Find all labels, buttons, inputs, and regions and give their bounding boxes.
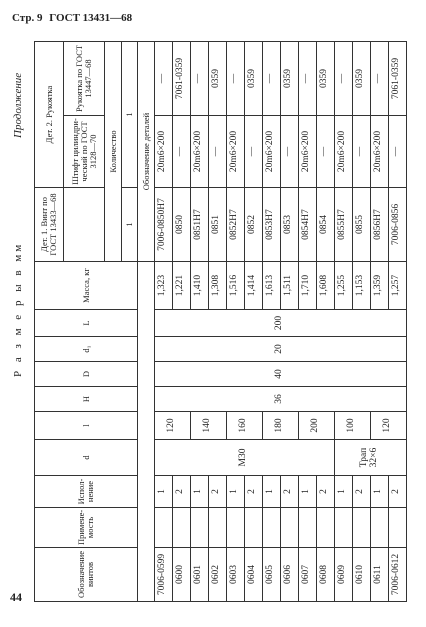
cell-d: Трап 32×6 [334,440,406,476]
cell-L: 200 [154,310,406,337]
cell-execution: 1 [298,476,316,508]
cell-handle: 0359 [316,41,334,115]
cell-screw: 0855 [352,188,370,262]
cell-handle: 0359 [352,41,370,115]
cell-l: 200 [298,412,334,440]
cell-designation: 0602 [208,548,226,602]
det1-spacer [63,188,104,262]
page-number: 44 [10,590,22,604]
cell-pin: 20m6×200 [298,116,316,188]
qty-handle: 1 [121,41,138,187]
cell-applicability [226,508,244,548]
col-applicability: Примене-мость [35,508,138,548]
cell-designation: 0603 [226,548,244,602]
cell-l: 140 [190,412,226,440]
cell-mass: 1,410 [190,262,208,310]
cell-mass: 1,710 [298,262,316,310]
cell-screw: 0856Н7 [370,188,388,262]
cell-applicability [352,508,370,548]
cell-handle: — [298,41,316,115]
cell-applicability [388,508,406,548]
table-row [154,41,172,601]
col-quantity: Количество [105,41,122,261]
cell-handle: 7061-0359 [388,41,406,115]
cell-handle: 0359 [244,41,262,115]
cell-screw: 7006-0856 [388,188,406,262]
cell-l: 160 [226,412,262,440]
cell-designation: 0606 [280,548,298,602]
cell-execution: 1 [370,476,388,508]
cell-screw: 0853 [280,188,298,262]
cell-l: 100 [334,412,370,440]
cell-handle: 7061-0359 [172,41,190,115]
cell-applicability [316,508,334,548]
cell-mass: 1,511 [280,262,298,310]
cell-pin: 20m6×200 [334,116,352,188]
cell-execution: 2 [280,476,298,508]
cell-pin: 20m6×200 [190,116,208,188]
standard-label: ГОСТ 13431—68 [49,12,133,24]
col-execution: Испол-нение [35,476,138,508]
cell-designation: 0610 [352,548,370,602]
cell-execution: 1 [190,476,208,508]
cell-mass: 1,323 [154,262,172,310]
cell-mass: 1,308 [208,262,226,310]
cell-handle: — [154,41,172,115]
cell-handle: — [370,41,388,115]
header-row-1 [35,41,64,601]
col-parts-designation: Обозначение деталей [138,41,155,261]
cell-screw: 0854Н7 [298,188,316,262]
cell-mass: 1,255 [334,262,352,310]
cell-mass: 1,153 [352,262,370,310]
cell-designation: 0609 [334,548,352,602]
cell-designation: 0600 [172,548,190,602]
cell-l: 180 [262,412,298,440]
cell-handle: — [262,41,280,115]
cell-applicability [208,508,226,548]
cell-designation: 7006-0612 [388,548,406,602]
cell-applicability [334,508,352,548]
cell-applicability [280,508,298,548]
cell-pin: — [244,116,262,188]
rotated-table-area [12,42,412,602]
cell-designation: 0608 [316,548,334,602]
cell-pin: — [280,116,298,188]
cell-execution: 1 [334,476,352,508]
cell-pin: — [208,116,226,188]
cell-pin: 20m6×200 [370,116,388,188]
cell-execution: 2 [244,476,262,508]
cell-designation: 0604 [244,548,262,602]
cell-screw: 0850 [172,188,190,262]
cell-execution: 1 [226,476,244,508]
cell-d: М30 [154,440,334,476]
cell-screw: 0852Н7 [226,188,244,262]
cell-screw: 7006-0850Н7 [154,188,172,262]
cell-handle: — [190,41,208,115]
cell-pin: — [352,116,370,188]
col-pin: Штифт цилиндри-ческий по ГОСТ 3128—70 [63,116,104,188]
col-d1: d₁ [35,337,138,362]
cell-mass: 1,516 [226,262,244,310]
header-row-parts [138,41,155,601]
cell-applicability [244,508,262,548]
cell-mass: 1,608 [316,262,334,310]
cell-mass: 1,613 [262,262,280,310]
col-mass: Масса, кг [35,262,138,310]
specification-table [34,41,407,602]
cell-pin: — [388,116,406,188]
cell-D: 40 [154,362,406,387]
cell-execution: 2 [172,476,190,508]
cell-execution: 1 [154,476,172,508]
cell-mass: 1,414 [244,262,262,310]
cell-execution: 2 [388,476,406,508]
cell-l: 120 [370,412,406,440]
col-designation: Обозначение винтов [35,548,138,602]
cell-screw: 0853Н7 [262,188,280,262]
cell-designation: 7006-0599 [154,548,172,602]
page-label: Стр. 9 [12,12,43,24]
cell-pin: 20m6×200 [262,116,280,188]
cell-handle: — [334,41,352,115]
page-header [12,12,136,24]
cell-pin: 20m6×200 [154,116,172,188]
dimensions-title: Р а з м е р ы в мм [12,241,24,377]
cell-handle: 0359 [208,41,226,115]
col-dd: D [35,362,138,387]
cell-mass: 1,257 [388,262,406,310]
continuation-label: Продолжение [12,72,24,138]
cell-mass: 1,221 [172,262,190,310]
cell-screw: 0852 [244,188,262,262]
col-ll: L [35,310,138,337]
cell-applicability [172,508,190,548]
cell-screw: 0851Н7 [190,188,208,262]
cell-pin: — [172,116,190,188]
cell-screw: 0851 [208,188,226,262]
cell-designation: 0605 [262,548,280,602]
cell-designation: 0611 [370,548,388,602]
cell-handle: 0359 [280,41,298,115]
cell-screw: 0854 [316,188,334,262]
cell-execution: 2 [316,476,334,508]
col-h: H [35,387,138,412]
cell-pin: — [316,116,334,188]
cell-applicability [190,508,208,548]
cell-H: 36 [154,387,406,412]
cell-designation: 0607 [298,548,316,602]
col-d: d [35,440,138,476]
cell-handle: — [226,41,244,115]
cell-designation: 0601 [190,548,208,602]
col-det1: Дет. 1. Винт по ГОСТ 13433—68 [35,188,64,262]
cell-applicability [262,508,280,548]
cell-applicability [298,508,316,548]
cell-screw: 0855Н7 [334,188,352,262]
cell-l: 120 [154,412,190,440]
parts-spacer [138,262,155,602]
col-l: l [35,412,138,440]
cell-applicability [370,508,388,548]
cell-pin: 20m6×200 [226,116,244,188]
cell-execution: 2 [208,476,226,508]
cell-mass: 1,359 [370,262,388,310]
cell-execution: 2 [352,476,370,508]
col-handle: Рукоятка по ГОСТ 13447—68 [63,41,104,115]
qty-screw: 1 [121,188,138,262]
col-det2: Дет. 2. Рукоятка [35,41,64,187]
cell-d1: 20 [154,337,406,362]
cell-applicability [154,508,172,548]
cell-execution: 1 [262,476,280,508]
